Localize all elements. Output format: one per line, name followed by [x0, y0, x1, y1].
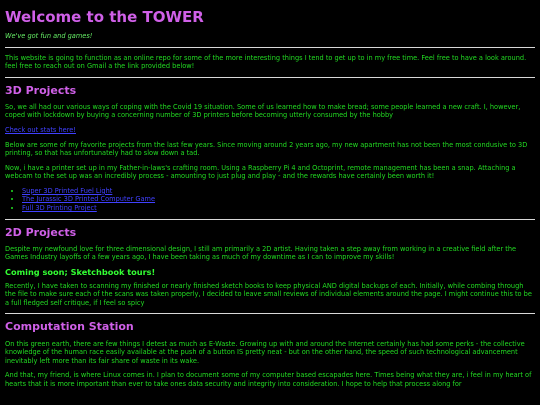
divider: [5, 77, 535, 78]
section-computation: [5, 320, 535, 388]
divider: [5, 47, 535, 48]
list-item: [22, 187, 535, 196]
subheading-sketchbook: Coming soon; Sketchbook tours!: [5, 266, 156, 277]
paragraph: Now, i have a printer set up in my Father-in-laws's crafting room. Using a Raspberry Pi 4 and Octoprint, remote management has been a snap. Attaching a webcam to the set up was an incredibly process - amounting to just plug and play - and the rewards have certainly been worth it!: [5, 163, 516, 181]
section-heading-2d: 2D Projects: [5, 225, 77, 239]
project-link-fuel-light[interactable]: Super 3D Printed Fuel Light: [22, 186, 113, 195]
paragraph: On this green earth, there are few things I detest as much as E-Waste. Growing up with and around the Internet certainly has had some perks - the collective knowledge of the human race easily available at the push of a button IS pretty neat - but on the other hand, the speed of such technological advancement inevitably left more than its fair share of waste in its wake.: [5, 339, 525, 365]
stats-link-wrap: [5, 126, 535, 135]
paragraph: And that, my friend, is where Linux comes in. I plan to document some of my computer based escapades here. Times being what they are, i feel in my heart of hearts that it is more important than ever to take ones data security and integrity into consideration. I hope to help that process along for: [5, 371, 532, 388]
section-3d-projects: [5, 84, 535, 213]
list-item: [22, 195, 535, 204]
page-title: Welcome to the TOWER: [5, 8, 204, 26]
project-link-jurassic-game[interactable]: The Jurassic 3D Printed Computer Game: [22, 195, 156, 204]
list-item: [22, 204, 535, 213]
divider: [5, 219, 535, 220]
paragraph: Below are some of my favorite projects from the last few years. Since moving around 2 years ago, my new apartment has not been the most condusive to 3D printing, so that has unfortunately had to slow down a tad.: [5, 140, 528, 158]
paragraph: Despite my newfound love for three dimensional design, I still am primarily a 2D artist. Having taken a step away from working in a creative field after the Games Industry layoffs of a few years ago, I have been taking as much of my downtime as I can to improve my skills!: [5, 244, 517, 262]
paragraph: Recently, I have taken to scanning my finished or nearly finished sketch books to keep physical AND digital backups of each. Initially, while combing through the file to make sure each of the scans was taken properly, I decided to leave small reviews of individual elements around the page. I might continue this to be a full fledged self critique, if I feel so spicy: [5, 281, 532, 307]
section-2d-projects: [5, 226, 535, 308]
tagline: We've got fun and games!: [5, 32, 93, 40]
paragraph: So, we all had our various ways of coping with the Covid 19 situation. Some of us learned how to make bread; some people learned a new craft. I, however, coped with lockdown by buying a concerning number of 3D printers before becoming utterly consumed by the hobby: [5, 102, 521, 120]
project-links-list: [5, 187, 535, 213]
intro-text: This website is going to function as an online repo for some of the more interesting things I tend to get up to in my free time. Feel free to have a look around. feel free to reach out on Gmail a the link provided below!: [5, 53, 527, 71]
section-heading-3d: 3D Projects: [5, 83, 77, 97]
divider: [5, 313, 535, 314]
stats-link[interactable]: Check out stats here!: [5, 126, 76, 134]
section-heading-computation: Computation Station: [5, 320, 134, 334]
project-link-full-project[interactable]: Full 3D Printing Project: [22, 203, 97, 212]
